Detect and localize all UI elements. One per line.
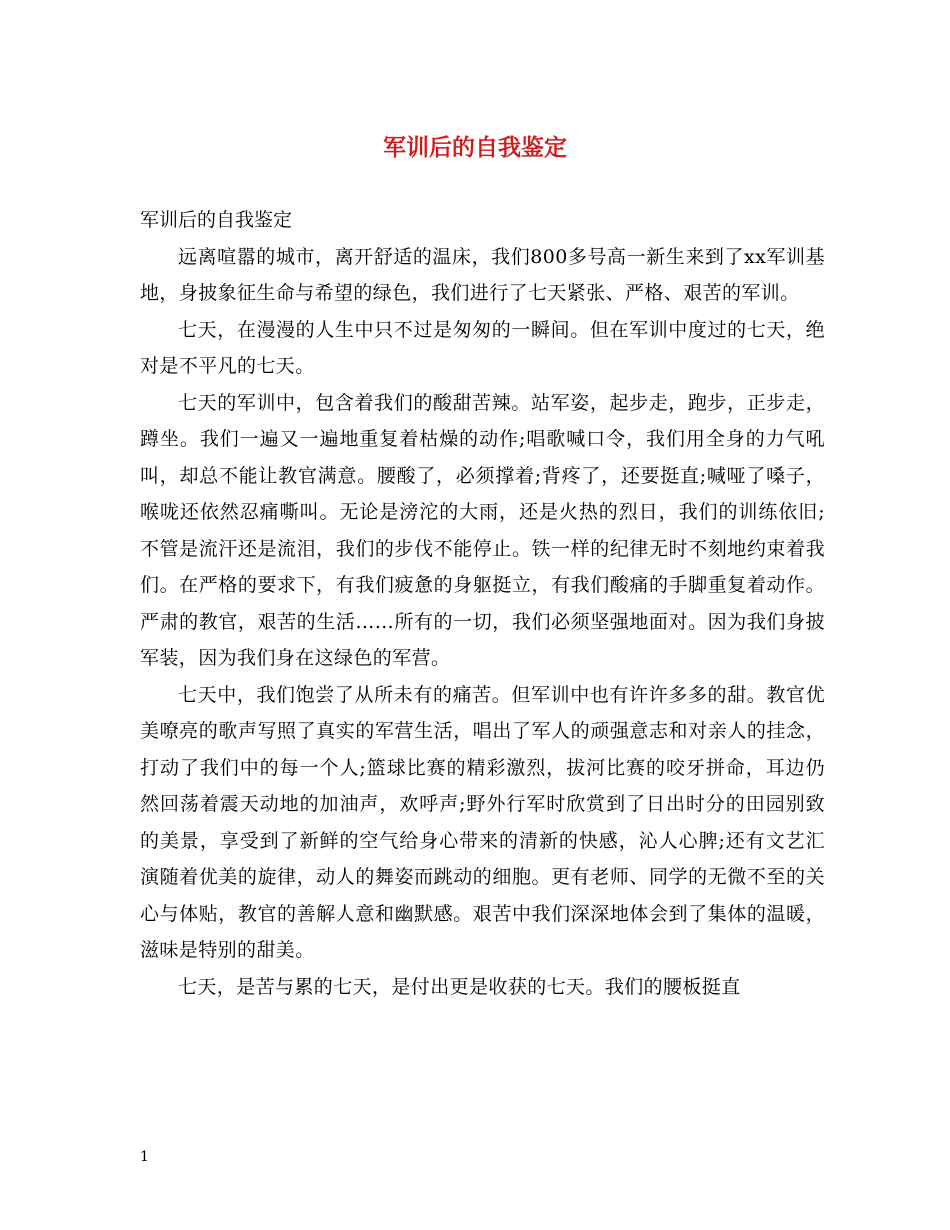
document-subtitle: 军训后的自我鉴定	[140, 209, 293, 231]
page-number: 1	[140, 1149, 149, 1165]
paragraph: 七天，是苦与累的七天，是付出更是收获的七天。我们的腰板挺直	[178, 975, 741, 998]
document-body	[140, 202, 825, 1005]
paragraph: 远离喧嚣的城市，离开舒适的温床，我们800多号高一新生来到了xx军训基地，身披象征生命与希望的绿色，我们进行了七天紧张、严格、艰苦的军训。	[140, 245, 825, 304]
paragraph: 七天的军训中，包含着我们的酸甜苦辣。站军姿，起步走，跑步，正步走，蹲坐。我们一遍又一遍地重复着枯燥的动作;唱歌喊口令，我们用全身的力气吼叫，却总不能让教官满意。腰酸了，必须撑着;背疼了，还要挺直;喊哑了嗓子，喉咙还依然忍痛嘶叫。无论是滂沱的大雨，还是火热的烈日，我们的训练依旧;不管是流汗还是流泪，我们的步伐不能停止。铁一样的纪律无时不刻地约束着我们。在严格的要求下，有我们疲惫的身躯挺立，有我们酸痛的手脚重复着动作。严肃的教官，艰苦的生活……所有的一切，我们必须坚强地面对。因为我们身披军装，因为我们身在这绿色的军营。	[140, 391, 825, 669]
paragraph: 七天中，我们饱尝了从所未有的痛苦。但军训中也有许许多多的甜。教官优美嘹亮的歌声写照了真实的军营生活，唱出了军人的顽强意志和对亲人的挂念，打动了我们中的每一个人;篮球比赛的精彩激烈，拔河比赛的咬牙拼命，耳边仍然回荡着震天动地的加油声，欢呼声;野外行军时欣赏到了日出时分的田园别致的美景，享受到了新鲜的空气给身心带来的清新的快感，沁人心脾;还有文艺汇演随着优美的旋律，动人的舞姿而跳动的细胞。更有老师、同学的无微不至的关心与体贴，教官的善解人意和幽默感。艰苦中我们深深地体会到了集体的温暖，滋味是特别的甜美。	[140, 683, 825, 961]
paragraph: 七天，在漫漫的人生中只不过是匆匆的一瞬间。但在军训中度过的七天，绝对是不平凡的七天。	[140, 318, 825, 377]
document-title: 军训后的自我鉴定	[383, 134, 567, 161]
